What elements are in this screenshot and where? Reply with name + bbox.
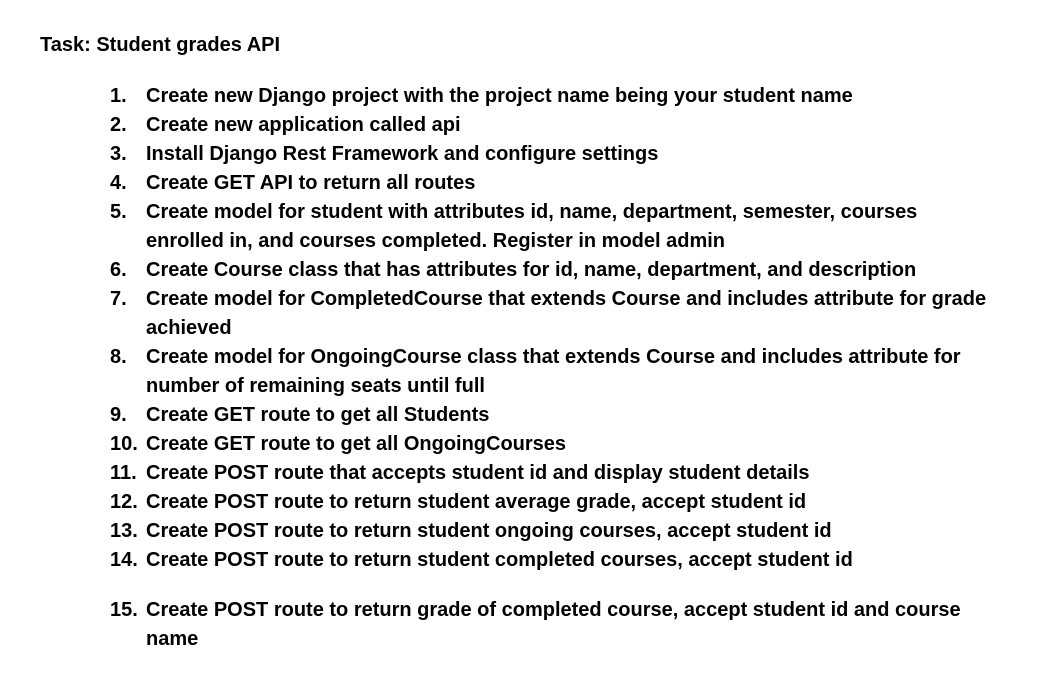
task-number: 6. <box>110 259 127 281</box>
task-number: 8. <box>110 346 127 368</box>
task-number: 2. <box>110 114 127 136</box>
task-text: Create model for student with attributes id, name, department, semester, courses enrolled in, and courses completed. Register in model admin <box>146 201 918 252</box>
task-item-8 <box>110 343 990 401</box>
task-text: Create POST route to return student completed courses, accept student id <box>146 549 853 571</box>
task-item-13 <box>110 517 990 546</box>
task-text: Create POST route to return student ongoing courses, accept student id <box>146 520 832 542</box>
task-number: 10. <box>110 433 138 455</box>
task-item-9 <box>110 401 990 430</box>
task-text: Create GET route to get all Students <box>146 404 490 426</box>
document-title: Task: Student grades API <box>40 34 281 56</box>
task-item-6 <box>110 256 990 285</box>
task-number: 3. <box>110 143 127 165</box>
task-number: 5. <box>110 201 127 223</box>
task-item-11 <box>110 459 990 488</box>
task-item-3 <box>110 140 990 169</box>
task-text: Create model for OngoingCourse class that extends Course and includes attribute for number of remaining seats until full <box>146 346 961 397</box>
task-item-10 <box>110 430 990 459</box>
task-list <box>110 82 990 654</box>
task-number: 13. <box>110 520 138 542</box>
task-item-1 <box>110 82 990 111</box>
task-text: Create GET API to return all routes <box>146 172 476 194</box>
task-text: Create new application called api <box>146 114 461 136</box>
task-text: Create POST route to return student average grade, accept student id <box>146 491 807 513</box>
task-number: 9. <box>110 404 127 426</box>
task-item-15 <box>110 596 990 654</box>
task-number: 12. <box>110 491 138 513</box>
task-item-14 <box>110 546 990 575</box>
task-item-5 <box>110 198 990 256</box>
task-number: 14. <box>110 549 138 571</box>
task-text: Create GET route to get all OngoingCourses <box>146 433 567 455</box>
task-number: 15. <box>110 599 138 621</box>
task-text: Create model for CompletedCourse that extends Course and includes attribute for grade achieved <box>146 288 987 339</box>
task-number: 11. <box>110 462 137 484</box>
task-number: 4. <box>110 172 127 194</box>
task-item-12 <box>110 488 990 517</box>
task-text: Create POST route that accepts student id and display student details <box>146 462 810 484</box>
task-number: 7. <box>110 288 127 310</box>
task-text: Install Django Rest Framework and configure settings <box>146 143 659 165</box>
task-text: Create Course class that has attributes for id, name, department, and description <box>146 259 917 281</box>
task-text: Create POST route to return grade of completed course, accept student id and course name <box>146 599 961 650</box>
task-item-7 <box>110 285 990 343</box>
task-number: 1. <box>110 85 127 107</box>
task-text: Create new Django project with the project name being your student name <box>146 85 853 107</box>
task-item-4 <box>110 169 990 198</box>
task-item-2 <box>110 111 990 140</box>
